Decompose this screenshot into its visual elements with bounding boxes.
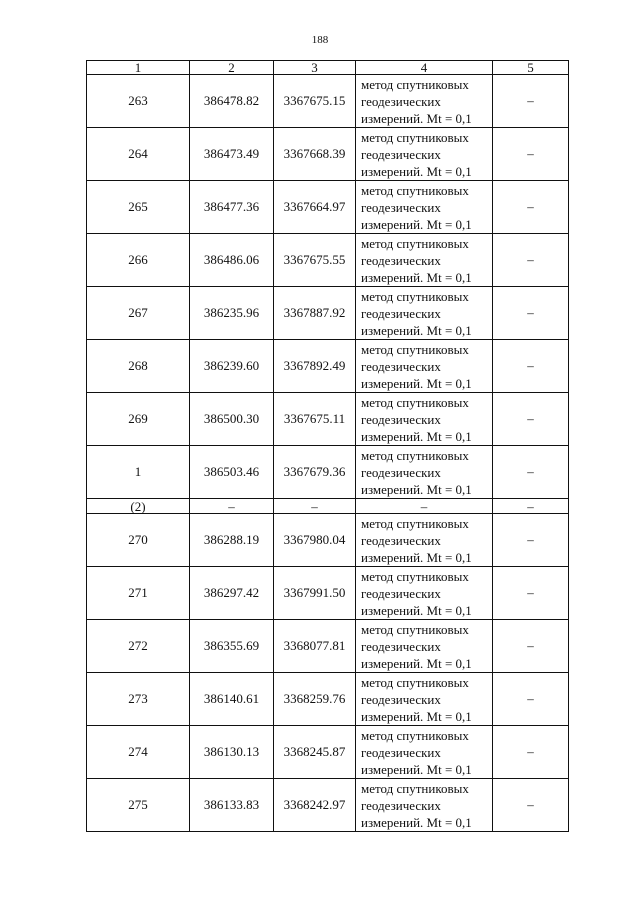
note-cell: – [493, 779, 569, 832]
point-id-cell: 267 [87, 287, 190, 340]
method-line: метод спутниковых [361, 515, 469, 531]
x-coordinate-cell: 386235.96 [190, 287, 274, 340]
method-cell: – [356, 499, 493, 514]
method-line: метод спутниковых [361, 76, 469, 92]
column-header-4: 4 [356, 61, 493, 75]
method-line: измерений. Mt = 0,1 [361, 428, 472, 444]
y-coordinate-cell: 3368245.87 [274, 726, 356, 779]
method-line: измерений. Mt = 0,1 [361, 655, 472, 671]
point-id-cell: 273 [87, 673, 190, 726]
method-cell [356, 234, 493, 287]
x-coordinate-cell: 386288.19 [190, 514, 274, 567]
note-cell: – [493, 567, 569, 620]
method-line: геодезических [361, 585, 441, 601]
table-row [87, 234, 569, 287]
table-row [87, 287, 569, 340]
column-header-3: 3 [274, 61, 356, 75]
method-cell [356, 446, 493, 499]
method-line: геодезических [361, 305, 441, 321]
note-cell: – [493, 673, 569, 726]
y-coordinate-cell: 3367675.15 [274, 75, 356, 128]
table-row [87, 673, 569, 726]
method-line: метод спутниковых [361, 674, 469, 690]
method-line: метод спутниковых [361, 568, 469, 584]
table-row [87, 567, 569, 620]
x-coordinate-cell: 386473.49 [190, 128, 274, 181]
table-row [87, 620, 569, 673]
x-coordinate-cell: 386477.36 [190, 181, 274, 234]
y-coordinate-cell: – [274, 499, 356, 514]
method-line: метод спутниковых [361, 621, 469, 637]
point-id-cell: 269 [87, 393, 190, 446]
y-coordinate-cell: 3368077.81 [274, 620, 356, 673]
table-row [87, 779, 569, 832]
method-cell [356, 181, 493, 234]
column-header-5: 5 [493, 61, 569, 75]
point-id-cell: (2) [87, 499, 190, 514]
method-line: метод спутниковых [361, 235, 469, 251]
method-cell [356, 567, 493, 620]
table-row [87, 340, 569, 393]
y-coordinate-cell: 3367991.50 [274, 567, 356, 620]
y-coordinate-cell: 3368259.76 [274, 673, 356, 726]
method-line: измерений. Mt = 0,1 [361, 814, 472, 830]
method-cell [356, 779, 493, 832]
point-id-cell: 270 [87, 514, 190, 567]
method-line: геодезических [361, 93, 441, 109]
method-line: метод спутниковых [361, 341, 469, 357]
point-id-cell: 274 [87, 726, 190, 779]
y-coordinate-cell: 3368242.97 [274, 779, 356, 832]
x-coordinate-cell: 386478.82 [190, 75, 274, 128]
table-row [87, 446, 569, 499]
note-cell: – [493, 181, 569, 234]
method-line: измерений. Mt = 0,1 [361, 602, 472, 618]
x-coordinate-cell: 386486.06 [190, 234, 274, 287]
y-coordinate-cell: 3367980.04 [274, 514, 356, 567]
x-coordinate-cell: 386500.30 [190, 393, 274, 446]
x-coordinate-cell: 386130.13 [190, 726, 274, 779]
method-line: геодезических [361, 252, 441, 268]
table-row [87, 181, 569, 234]
table-row [87, 514, 569, 567]
table-body [87, 75, 569, 832]
method-line: измерений. Mt = 0,1 [361, 481, 472, 497]
method-line: метод спутниковых [361, 780, 469, 796]
point-id-cell: 271 [87, 567, 190, 620]
method-line: измерений. Mt = 0,1 [361, 708, 472, 724]
method-line: измерений. Mt = 0,1 [361, 549, 472, 565]
note-cell: – [493, 128, 569, 181]
x-coordinate-cell: 386239.60 [190, 340, 274, 393]
note-cell: – [493, 340, 569, 393]
method-line: геодезических [361, 691, 441, 707]
method-line: метод спутниковых [361, 447, 469, 463]
method-cell [356, 75, 493, 128]
method-cell [356, 726, 493, 779]
note-cell: – [493, 75, 569, 128]
table-row [87, 128, 569, 181]
y-coordinate-cell: 3367675.55 [274, 234, 356, 287]
method-cell [356, 340, 493, 393]
table-row [87, 726, 569, 779]
method-cell [356, 393, 493, 446]
method-line: геодезических [361, 411, 441, 427]
method-line: геодезических [361, 532, 441, 548]
method-line: геодезических [361, 199, 441, 215]
method-cell [356, 514, 493, 567]
method-cell [356, 620, 493, 673]
method-line: измерений. Mt = 0,1 [361, 322, 472, 338]
method-line: метод спутниковых [361, 394, 469, 410]
method-line: измерений. Mt = 0,1 [361, 375, 472, 391]
y-coordinate-cell: 3367679.36 [274, 446, 356, 499]
point-id-cell: 1 [87, 446, 190, 499]
method-line: метод спутниковых [361, 182, 469, 198]
method-line: геодезических [361, 358, 441, 374]
method-line: геодезических [361, 797, 441, 813]
method-line: измерений. Mt = 0,1 [361, 761, 472, 777]
point-id-cell: 265 [87, 181, 190, 234]
y-coordinate-cell: 3367668.39 [274, 128, 356, 181]
method-line: метод спутниковых [361, 129, 469, 145]
method-line: измерений. Mt = 0,1 [361, 216, 472, 232]
method-line: измерений. Mt = 0,1 [361, 163, 472, 179]
y-coordinate-cell: 3367892.49 [274, 340, 356, 393]
method-cell [356, 128, 493, 181]
point-id-cell: 272 [87, 620, 190, 673]
point-id-cell: 268 [87, 340, 190, 393]
table-row [87, 75, 569, 128]
x-coordinate-cell: 386297.42 [190, 567, 274, 620]
note-cell: – [493, 620, 569, 673]
table-row [87, 393, 569, 446]
y-coordinate-cell: 3367664.97 [274, 181, 356, 234]
x-coordinate-cell: 386140.61 [190, 673, 274, 726]
column-header-2: 2 [190, 61, 274, 75]
x-coordinate-cell: 386503.46 [190, 446, 274, 499]
point-id-cell: 264 [87, 128, 190, 181]
method-line: измерений. Mt = 0,1 [361, 110, 472, 126]
point-id-cell: 266 [87, 234, 190, 287]
method-line: геодезических [361, 638, 441, 654]
x-coordinate-cell: 386133.83 [190, 779, 274, 832]
note-cell: – [493, 726, 569, 779]
note-cell: – [493, 287, 569, 340]
note-cell: – [493, 446, 569, 499]
method-cell [356, 287, 493, 340]
column-header-1: 1 [87, 61, 190, 75]
table-separator-row [87, 499, 569, 514]
point-id-cell: 275 [87, 779, 190, 832]
method-line: измерений. Mt = 0,1 [361, 269, 472, 285]
y-coordinate-cell: 3367887.92 [274, 287, 356, 340]
note-cell: – [493, 499, 569, 514]
method-line: геодезических [361, 744, 441, 760]
method-line: метод спутниковых [361, 727, 469, 743]
x-coordinate-cell: – [190, 499, 274, 514]
method-line: метод спутниковых [361, 288, 469, 304]
note-cell: – [493, 514, 569, 567]
page-number: 188 [311, 34, 329, 46]
method-cell [356, 673, 493, 726]
y-coordinate-cell: 3367675.11 [274, 393, 356, 446]
coordinates-table [86, 60, 569, 832]
table-header-row [87, 61, 569, 75]
x-coordinate-cell: 386355.69 [190, 620, 274, 673]
point-id-cell: 263 [87, 75, 190, 128]
method-line: геодезических [361, 464, 441, 480]
method-line: геодезических [361, 146, 441, 162]
note-cell: – [493, 393, 569, 446]
note-cell: – [493, 234, 569, 287]
